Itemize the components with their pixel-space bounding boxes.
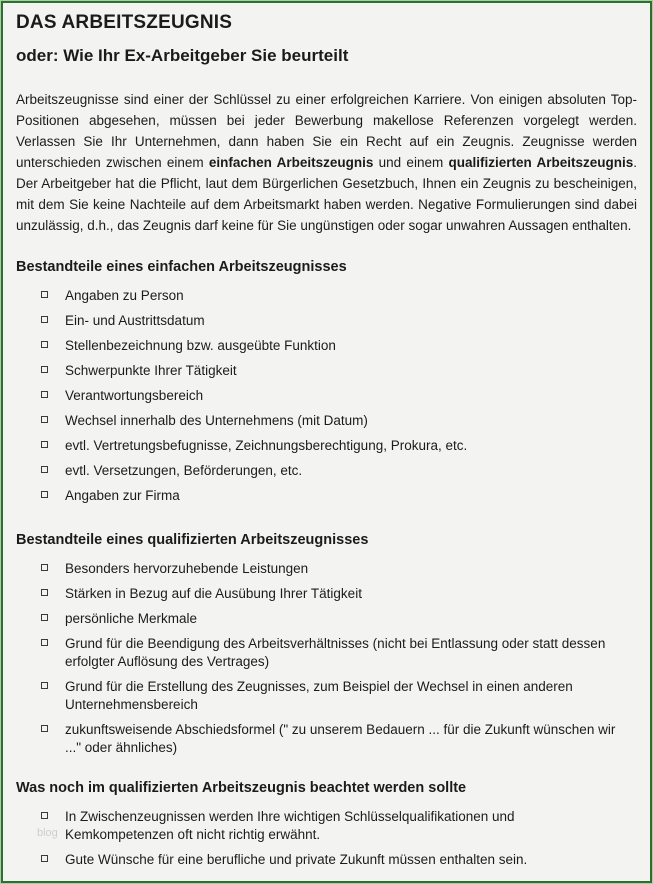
checkbox-bullet-icon — [41, 725, 48, 732]
checklist-qualified-reference — [16, 560, 637, 757]
list-item — [41, 287, 621, 305]
checkbox-bullet-icon — [41, 812, 48, 819]
list-item-text: Gute Wünsche für eine berufliche und private Zukunft müssen enthalten sein. — [65, 852, 528, 867]
list-item — [41, 585, 621, 603]
list-item — [41, 851, 621, 869]
checkbox-bullet-icon — [41, 441, 48, 448]
list-item-text: In Zwischenzeugnissen werden Ihre wichtigen Schlüsselqualifikationen und Kemkompetenzen oft nicht richtig erwähnt. — [65, 809, 515, 842]
list-item — [41, 721, 621, 757]
checkbox-bullet-icon — [41, 316, 48, 323]
list-item-text: persönliche Merkmale — [65, 611, 198, 626]
document-subtitle: oder: Wie Ihr Ex-Arbeitgeber Sie beurteilt — [16, 46, 349, 65]
list-item — [41, 312, 621, 330]
list-item-text: Grund für die Beendigung des Arbeitsverhältnisses (nicht bei Entlassung oder statt dessen erfolgter Auflösung des Vertrages) — [65, 636, 606, 669]
intro-text-run: und einem — [373, 155, 449, 170]
checkbox-bullet-icon — [41, 291, 48, 298]
list-item-text: Stärken in Bezug auf die Ausübung Ihrer Tätigkeit — [65, 586, 362, 601]
list-item — [41, 412, 621, 430]
list-item — [41, 437, 621, 455]
document-border-frame — [1, 1, 652, 883]
section-heading: Bestandteile eines einfachen Arbeitszeugnisses — [16, 259, 347, 275]
intro-text-run: Arbeitszeugnisse sind einer der Schlüssel zu einer erfolgreichen Karriere. Von einigen absoluten Top-Positionen abgesehen, müssen bei jeder Bewerbung makellose Referenzen vorgelegt werden. Verlassen Sie Ihr Unternehmen, dann haben Sie ein Recht auf ein Zeugnis. Zeugnisse werden unterschieden zwischen einem — [16, 92, 637, 170]
checkbox-bullet-icon — [41, 855, 48, 862]
checkbox-bullet-icon — [41, 614, 48, 621]
list-item — [41, 362, 621, 380]
checkbox-bullet-icon — [41, 391, 48, 398]
section-heading: Was noch im qualifizierten Arbeitszeugnis beachtet werden sollte — [16, 780, 467, 796]
list-item-text: zukunftsweisende Abschiedsformel (" zu unserem Bedauern ... für die Zukunft wünschen wir ..." oder ähnliches) — [65, 722, 616, 755]
blog-watermark: blog — [37, 827, 58, 839]
list-item — [41, 635, 621, 671]
checkbox-bullet-icon — [41, 466, 48, 473]
document-content — [3, 3, 650, 869]
intro-paragraph — [16, 89, 637, 236]
list-item — [41, 337, 621, 355]
list-item-text: Besonders hervorzuhebende Leistungen — [65, 561, 309, 576]
checkbox-bullet-icon — [41, 639, 48, 646]
list-item-text: Ein- und Austrittsdatum — [65, 313, 205, 328]
checkbox-bullet-icon — [41, 416, 48, 423]
list-item — [41, 560, 621, 578]
list-item-text: Angaben zu Person — [65, 288, 184, 303]
section-heading: Bestandteile eines qualifizierten Arbeitszeugnisses — [16, 532, 369, 548]
list-item-text: evtl. Vertretungsbefugnisse, Zeichnungsberechtigung, Prokura, etc. — [65, 438, 468, 453]
checkbox-bullet-icon — [41, 341, 48, 348]
checklist-simple-reference — [16, 287, 637, 505]
checkbox-bullet-icon — [41, 491, 48, 498]
document-title: DAS ARBEITSZEUGNIS — [16, 12, 233, 33]
intro-bold-term: einfachen Arbeitszeugnis — [208, 155, 374, 170]
list-item — [41, 462, 621, 480]
list-item — [41, 678, 621, 714]
list-item-text: Wechsel innerhalb des Unternehmens (mit Datum) — [65, 413, 368, 428]
list-item-text: Angaben zur Firma — [65, 488, 180, 503]
list-item-text: Grund für die Erstellung des Zeugnisses, zum Beispiel der Wechsel in einen anderen Unternehmensbereich — [65, 679, 573, 712]
checkbox-bullet-icon — [41, 366, 48, 373]
list-item — [41, 487, 621, 505]
section-qualified-reference — [16, 531, 637, 757]
checkbox-bullet-icon — [41, 682, 48, 689]
section-additional-notes — [16, 779, 637, 869]
list-item-text: Schwerpunkte Ihrer Tätigkeit — [65, 363, 237, 378]
checkbox-bullet-icon — [41, 589, 48, 596]
list-item-text: Stellenbezeichnung bzw. ausgeübte Funktion — [65, 338, 336, 353]
intro-text-run: . Der Arbeitgeber hat die Pflicht, laut dem Bürgerlichen Gesetzbuch, Ihnen ein Zeugnis zu bescheinigen, mit dem Sie keine Nachteile auf dem Arbeitsmarkt haben werden. Negative Formulierungen sind dabei unzulässig, d.h., das Zeugnis darf keine für Sie ungünstigen oder sogar unwahren Aussagen enthalten. — [16, 155, 637, 233]
intro-bold-term: qualifizierten Arbeitszeugnis — [448, 155, 634, 170]
checkbox-bullet-icon — [41, 564, 48, 571]
list-item — [41, 808, 621, 844]
list-item — [41, 610, 621, 628]
list-item — [41, 387, 621, 405]
checklist-additional-notes — [16, 808, 637, 869]
list-item-text: Verantwortungsbereich — [65, 388, 204, 403]
list-item-text: evtl. Versetzungen, Beförderungen, etc. — [65, 463, 303, 478]
section-simple-reference — [16, 258, 637, 505]
